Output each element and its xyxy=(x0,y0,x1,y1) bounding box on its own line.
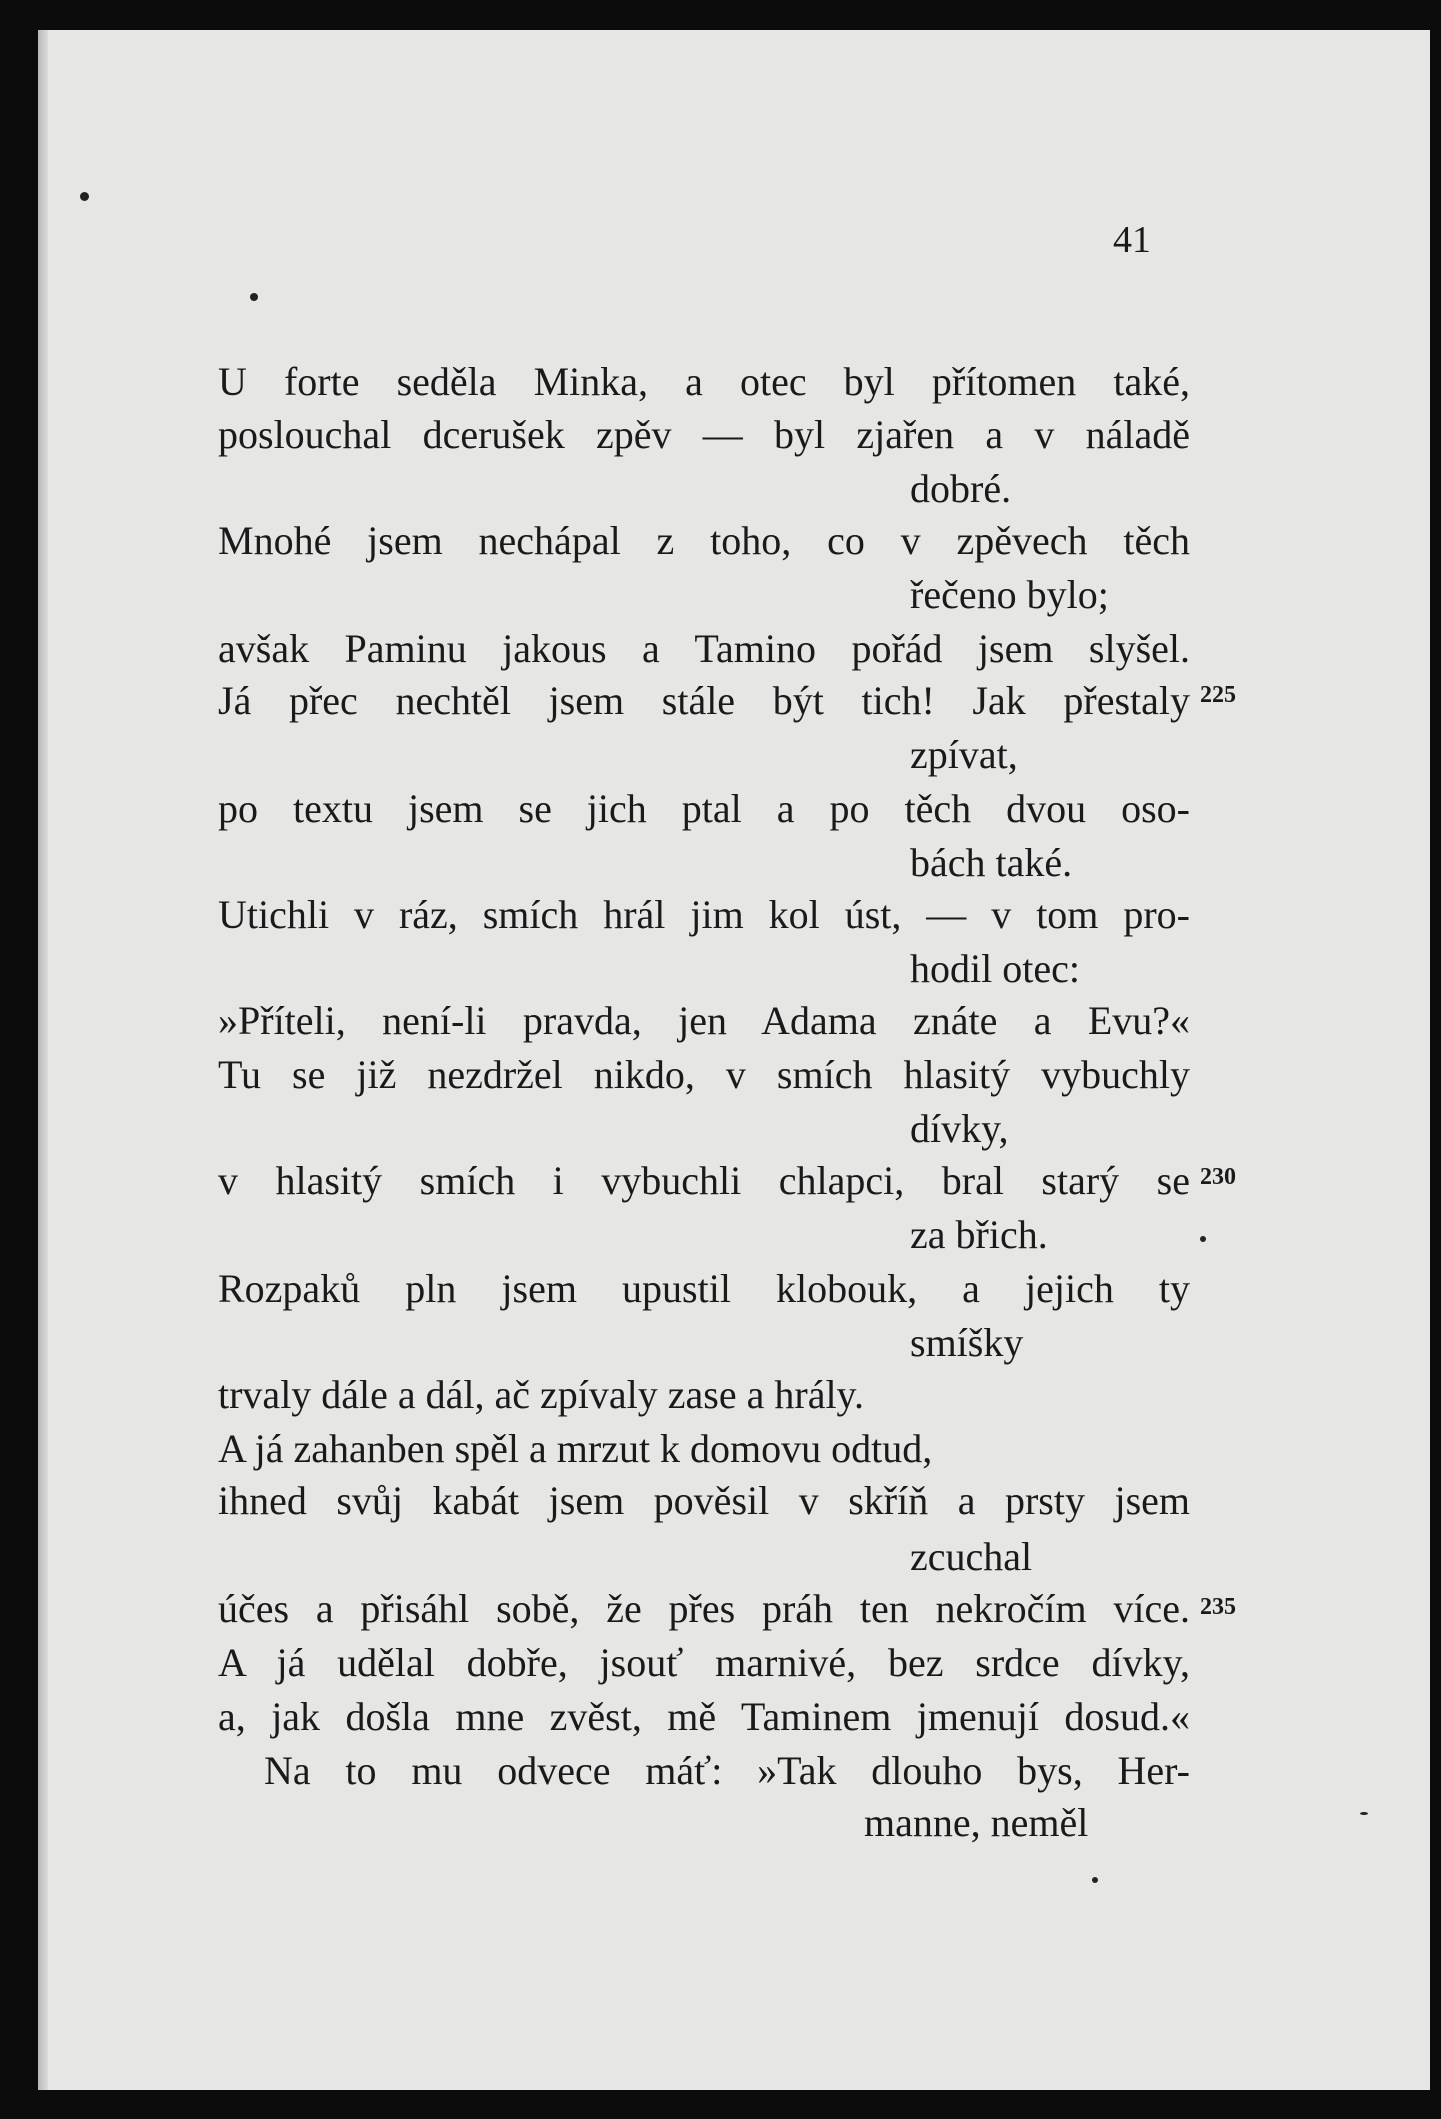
poem-line: zpívat, xyxy=(910,732,1018,777)
poem-line: A já zahanben spěl a mrzut k domovu odtud, xyxy=(218,1426,933,1471)
poem-line: dobré. xyxy=(910,466,1012,511)
page-number: 41 xyxy=(1113,219,1151,261)
poem-line: Utichli v ráz, smích hrál jim kol úst, — v tom pro- xyxy=(218,892,1190,937)
speck xyxy=(1360,1812,1368,1815)
page-binding-edge xyxy=(38,30,48,2090)
poem-line: Na to mu odvece máť: »Tak dlouho bys, Her- xyxy=(264,1748,1190,1793)
poem-line: v hlasitý smích i vybuchli chlapci, bral starý se xyxy=(218,1158,1190,1203)
poem-line: zcuchal xyxy=(910,1534,1033,1579)
poem-line: »Příteli, není-li pravda, jen Adama znáte a Evu?« xyxy=(218,998,1190,1043)
poem-line: manne, neměl xyxy=(864,1800,1089,1845)
poem-line: ihned svůj kabát jsem pověsil v skříň a prsty jsem xyxy=(218,1478,1190,1523)
line-number-225: 225 xyxy=(1200,682,1236,708)
poem-line: poslouchal dcerušek zpěv — byl zjařen a v náladě xyxy=(218,412,1190,457)
line-number-230: 230 xyxy=(1200,1164,1236,1190)
poem-line: Já přec nechtěl jsem stále být tich! Jak přestaly xyxy=(218,678,1190,723)
poem-line: dívky, xyxy=(910,1106,1009,1151)
poem-line: účes a přisáhl sobě, že přes práh ten nekročím více. xyxy=(218,1586,1190,1631)
poem-line: avšak Paminu jakous a Tamino pořád jsem slyšel. xyxy=(218,626,1190,671)
poem-line: trvaly dále a dál, ač zpívaly zase a hrály. xyxy=(218,1372,864,1417)
poem-line: za břich. xyxy=(910,1212,1048,1257)
speck xyxy=(250,293,258,301)
poem-line: smíšky xyxy=(910,1320,1024,1365)
line-number-235: 235 xyxy=(1200,1594,1236,1620)
poem-line: po textu jsem se jich ptal a po těch dvou oso- xyxy=(218,786,1190,831)
poem-line: Tu se již nezdržel nikdo, v smích hlasitý vybuchly xyxy=(218,1052,1190,1097)
speck xyxy=(80,192,89,201)
poem-line: U forte seděla Minka, a otec byl přítomen také, xyxy=(218,359,1190,404)
poem-line: hodil otec: xyxy=(910,946,1080,991)
speck xyxy=(1200,1236,1206,1242)
poem-line: Mnohé jsem nechápal z toho, co v zpěvech těch xyxy=(218,518,1190,563)
speck xyxy=(1092,1877,1098,1883)
poem-line: řečeno bylo; xyxy=(910,572,1109,617)
poem-line: A já udělal dobře, jsouť marnivé, bez srdce dívky, xyxy=(218,1640,1190,1685)
poem-line: bách také. xyxy=(910,840,1073,885)
poem-line: a, jak došla mne zvěst, mě Taminem jmenují dosud.« xyxy=(218,1694,1190,1739)
poem-line: Rozpaků pln jsem upustil klobouk, a jejich ty xyxy=(218,1266,1190,1311)
